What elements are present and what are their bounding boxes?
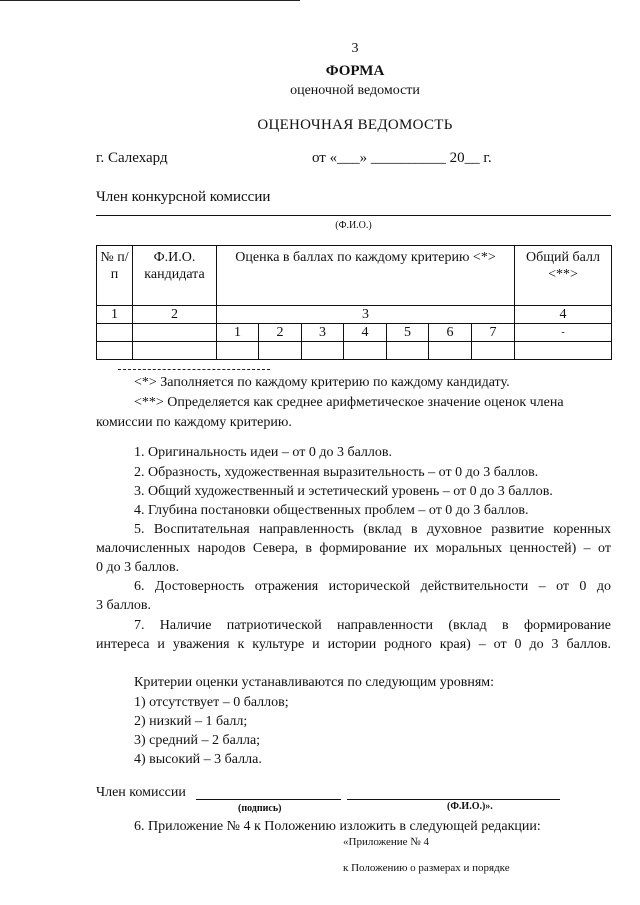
level-item: 2) низкий – 1 балл; <box>134 714 248 729</box>
table-criteria-row <box>97 324 612 342</box>
criterion-item: 2. Образность, художественная выразительность – от 0 до 3 баллов. <box>134 465 539 480</box>
fio-caption-2: (Ф.И.О.)». <box>447 801 493 812</box>
col-number: 4 <box>515 306 612 324</box>
item-6: 6. Приложение № 4 к Положению изложить в следующей редакции: <box>134 819 541 834</box>
form-subtitle: оценочной ведомости <box>290 83 420 98</box>
criterion-item-cont: 0 до 3 баллов. <box>96 560 180 575</box>
table-cell <box>97 324 133 342</box>
table-column-numbers-row <box>97 306 612 324</box>
header-total: Общий балл <**> <box>515 246 612 306</box>
criterion-item: 3. Общий художественный и эстетический уровень – от 0 до 3 баллов. <box>134 484 553 499</box>
criterion-item-cont: интереса и уважения к культуре и истории родного края) – от 0 до 3 баллов. <box>96 637 611 652</box>
criterion-item-cont: малочисленных народов Севера, в формирование их моральных ценностей) – от <box>96 541 611 556</box>
table-cell <box>344 342 387 360</box>
criterion-number: 1 <box>217 324 259 342</box>
criterion-item: 1. Оригинальность идеи – от 0 до 3 баллов. <box>134 445 393 460</box>
header-num: № п/п <box>97 246 133 306</box>
top-rule <box>0 0 300 1</box>
signature-line <box>196 799 341 800</box>
header-criteria: Оценка в баллах по каждому критерию <*> <box>217 246 515 306</box>
table-cell <box>472 342 515 360</box>
footnote-2: <**> Определяется как среднее арифметическое значение оценок члена <box>134 395 564 410</box>
fio-line <box>96 215 611 216</box>
page-number: 3 <box>351 41 359 56</box>
fio-caption: (Ф.И.О.) <box>335 220 372 231</box>
criterion-item: 5. Воспитательная направленность (вклад в духовное развитие коренных <box>134 522 611 537</box>
level-item: 4) высокий – 3 балла. <box>134 752 262 767</box>
city: г. Салехард <box>96 150 168 166</box>
table-cell <box>387 342 429 360</box>
criterion-item: 7. Наличие патриотической направленности (вклад в формирование <box>134 618 611 633</box>
member-label: Член конкурсной комиссии <box>96 189 271 205</box>
criterion-number: 4 <box>344 324 387 342</box>
footnote-2-cont: комиссии по каждому критерию. <box>96 415 292 430</box>
table-cell <box>133 342 217 360</box>
criterion-number: 5 <box>387 324 429 342</box>
table-cell <box>302 342 344 360</box>
name-line <box>347 799 560 800</box>
total-mark: - <box>515 324 612 342</box>
appendix-subtitle: к Положению о размерах и порядке <box>343 862 510 874</box>
table-cell <box>97 342 133 360</box>
criterion-item: 6. Достоверность отражения исторической действительности – от 0 до <box>134 579 611 594</box>
levels-intro: Критерии оценки устанавливаются по следующим уровням: <box>134 675 495 690</box>
score-table <box>96 245 612 360</box>
criterion-number: 3 <box>302 324 344 342</box>
criterion-item: 4. Глубина постановки общественных проблем – от 0 до 3 баллов. <box>134 503 529 518</box>
table-cell <box>217 342 259 360</box>
criterion-item-cont: 3 баллов. <box>96 598 152 613</box>
date-line: от «___» __________ 20__ г. <box>312 150 492 166</box>
form-title: ФОРМА <box>325 63 385 79</box>
table-row <box>97 342 612 360</box>
col-number: 3 <box>217 306 515 324</box>
appendix-title: «Приложение № 4 <box>343 836 430 848</box>
signature-caption: (подпись) <box>238 803 282 814</box>
level-item: 1) отсутствует – 0 баллов; <box>134 695 289 710</box>
table-cell <box>259 342 302 360</box>
table-header-row <box>97 246 612 306</box>
footnote-separator <box>118 369 270 370</box>
header-fio: Ф.И.О. кандидата <box>133 246 217 306</box>
sheet-title: ОЦЕНОЧНАЯ ВЕДОМОСТЬ <box>257 117 453 133</box>
col-number: 1 <box>97 306 133 324</box>
col-number: 2 <box>133 306 217 324</box>
table-cell <box>515 342 612 360</box>
criterion-number: 7 <box>472 324 515 342</box>
table-cell <box>429 342 472 360</box>
criterion-number: 6 <box>429 324 472 342</box>
level-item: 3) средний – 2 балла; <box>134 733 261 748</box>
criterion-number: 2 <box>259 324 302 342</box>
table-cell <box>133 324 217 342</box>
footnote-1: <*> Заполняется по каждому критерию по каждому кандидату. <box>134 375 510 390</box>
commission-member-label: Член комиссии <box>96 785 186 800</box>
